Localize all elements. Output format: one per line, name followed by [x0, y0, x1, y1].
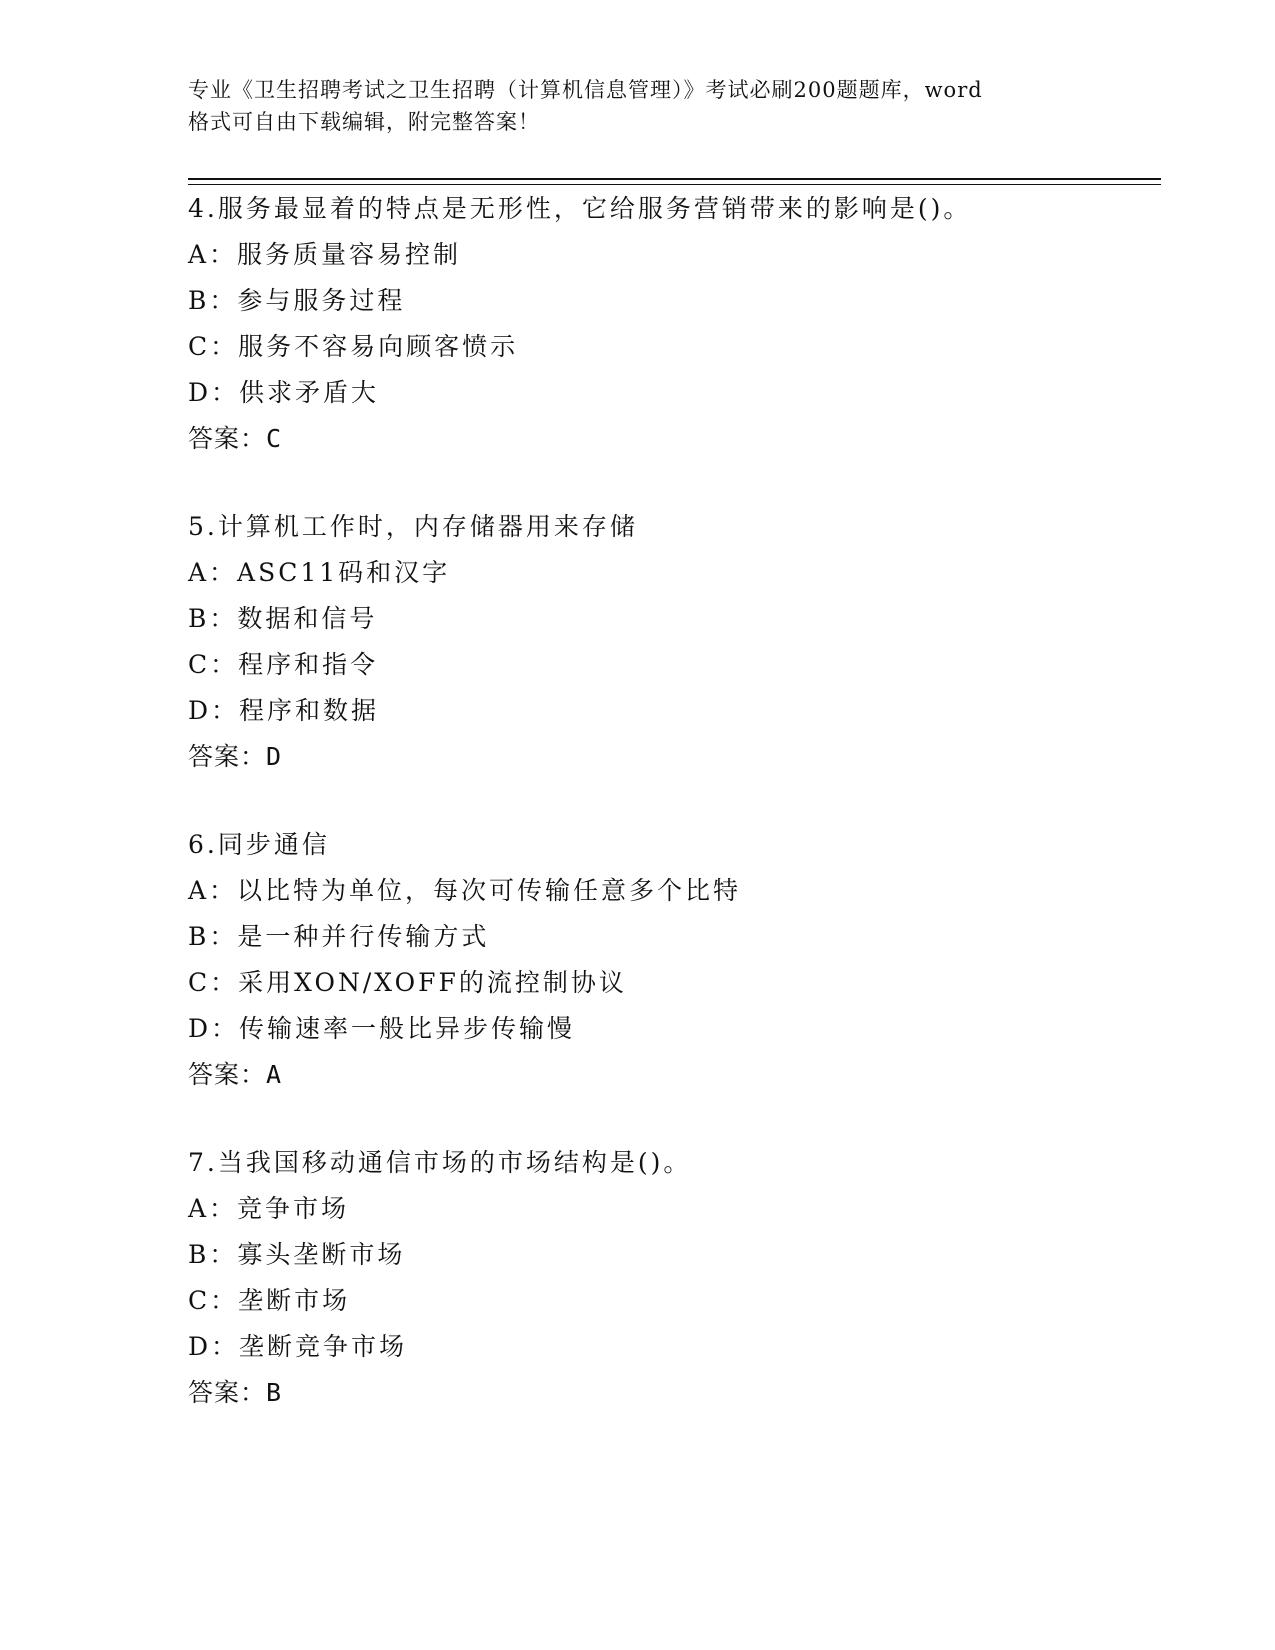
header-divider-thick: [188, 178, 1161, 180]
question-stem: 7.当我国移动通信市场的市场结构是()。: [188, 1148, 692, 1177]
question-block-4: [188, 186, 1148, 462]
option-c: C：程序和指令: [188, 650, 379, 679]
answer-row: [188, 734, 1148, 780]
question-stem: 5.计算机工作时，内存储器用来存储: [188, 512, 638, 541]
answer-value: B: [266, 1378, 282, 1407]
option-c: C：采用XON/XOFF的流控制协议: [188, 968, 627, 997]
option-c: C：服务不容易向顾客愤示: [188, 332, 519, 361]
option-b: B：参与服务过程: [188, 286, 406, 315]
option-d: D：程序和数据: [188, 696, 380, 725]
answer-label: 答案：: [188, 1378, 267, 1407]
answer-row: [188, 1370, 1148, 1416]
question-stem: 6.同步通信: [188, 830, 330, 859]
header-line-1: 专业《卫生招聘考试之卫生招聘（计算机信息管理）》考试必刷200题题库，word: [188, 78, 983, 102]
option-b: B：寡头垄断市场: [188, 1240, 406, 1269]
question-block-6: [188, 822, 1148, 1098]
question-block-5: [188, 504, 1148, 780]
option-b: B：是一种并行传输方式: [188, 922, 490, 951]
option-a: A：竞争市场: [188, 1194, 350, 1223]
option-d: D：垄断竞争市场: [188, 1332, 408, 1361]
answer-value: D: [266, 742, 282, 771]
option-d: D：传输速率一般比异步传输慢: [188, 1014, 576, 1043]
option-d: D：供求矛盾大: [188, 378, 380, 407]
option-b: B：数据和信号: [188, 604, 378, 633]
document-header: [188, 74, 1098, 138]
option-a: A：ASC11码和汉字: [188, 558, 451, 587]
header-divider-thin: [188, 184, 1161, 185]
answer-row: [188, 416, 1148, 462]
answer-value: C: [266, 424, 282, 453]
answer-label: 答案：: [188, 742, 267, 771]
question-stem: 4.服务最显着的特点是无形性，它给服务营销带来的影响是()。: [188, 194, 972, 223]
option-a: A：以比特为单位，每次可传输任意多个比特: [188, 876, 742, 905]
answer-value: A: [266, 1060, 282, 1089]
option-c: C：垄断市场: [188, 1286, 351, 1315]
option-a: A：服务质量容易控制: [188, 240, 462, 269]
header-line-2: 格式可自由下载编辑，附完整答案！: [188, 110, 540, 134]
answer-row: [188, 1052, 1148, 1098]
answer-label: 答案：: [188, 1060, 267, 1089]
answer-label: 答案：: [188, 424, 267, 453]
question-block-7: [188, 1140, 1148, 1416]
